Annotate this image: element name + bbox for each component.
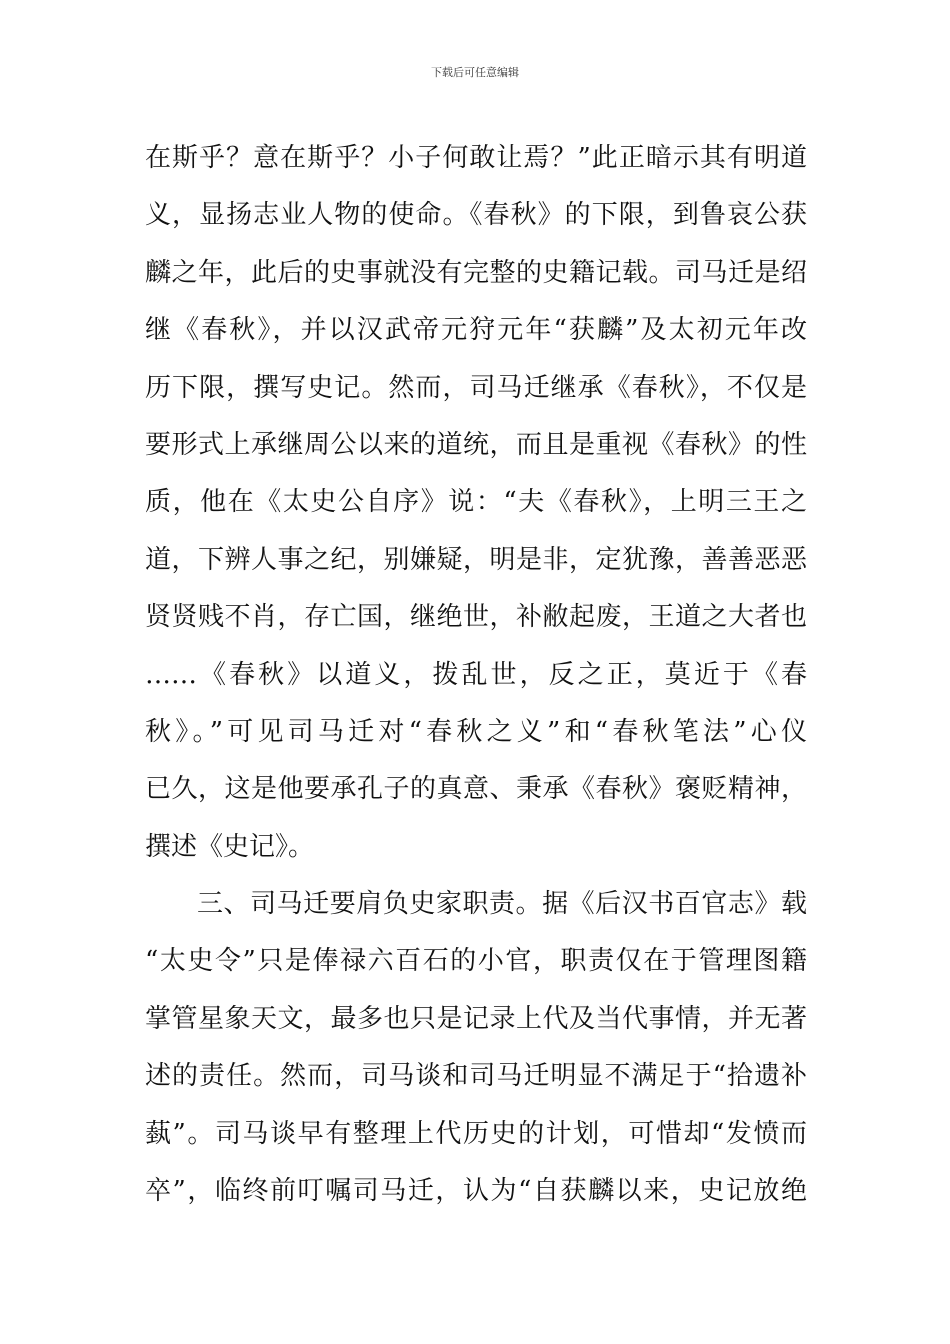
paragraph-line: 麟之年，此后的史事就没有完整的史籍记载。司马迁是绍 — [145, 257, 807, 288]
document-body — [145, 130, 807, 1220]
paragraph-line: 在斯乎？意在斯乎？小子何敢让焉？”此正暗示其有明道 — [145, 143, 807, 173]
paragraph-line: 蓺”。司马谈早有整理上代历史的计划，可惜却“发愤而 — [145, 1118, 807, 1149]
paragraph-line: 撰述《史记》。 — [145, 831, 315, 862]
paragraph-line: 卒”，临终前叮嘱司马迁，认为“自获麟以来，史记放绝 — [145, 1176, 807, 1207]
paragraph-line: 继《春秋》，并以汉武帝元狩元年“获麟”及太初元年改 — [145, 315, 807, 346]
paragraph-line: 道，下辨人事之纪，别嫌疑，明是非，定犹豫，善善恶恶 — [145, 544, 807, 575]
paragraph-line: 秋》。”可见司马迁对“春秋之义”和“春秋笔法”心仪 — [145, 716, 807, 747]
paragraph-line: 贤贤贱不肖，存亡国，继绝世，补敝起废，王道之大者也 — [145, 602, 807, 633]
page-header: 下载后可任意编辑 — [431, 66, 519, 79]
paragraph-line: 义，显扬志业人物的使命。《春秋》的下限，到鲁哀公获 — [145, 200, 807, 231]
paragraph-line: 已久，这是他要承孔子的真意、秉承《春秋》褒贬精神， — [145, 774, 807, 805]
paragraph-line: 掌管星象天文，最多也只是记录上代及当代事情，并无著 — [145, 1003, 807, 1034]
paragraph-line: 要形式上承继周公以来的道统，而且是重视《春秋》的性 — [145, 429, 807, 460]
paragraph-line: 述的责任。然而，司马谈和司马迁明显不满足于“拾遗补 — [145, 1061, 807, 1092]
paragraph-line: 质，他在《太史公自序》说：“夫《春秋》，上明三王之 — [145, 487, 807, 518]
paragraph-line: “太史令”只是俸禄六百石的小官，职责仅在于管理图籍 — [145, 946, 807, 977]
paragraph-line: 三、司马迁要肩负史家职责。据《后汉书百官志》载 — [197, 889, 807, 920]
paragraph-line: 历下限，撰写史记。然而，司马迁继承《春秋》，不仅是 — [145, 372, 807, 403]
paragraph-line: ……《春秋》以道义，拨乱世，反之正，莫近于《春 — [145, 659, 807, 690]
